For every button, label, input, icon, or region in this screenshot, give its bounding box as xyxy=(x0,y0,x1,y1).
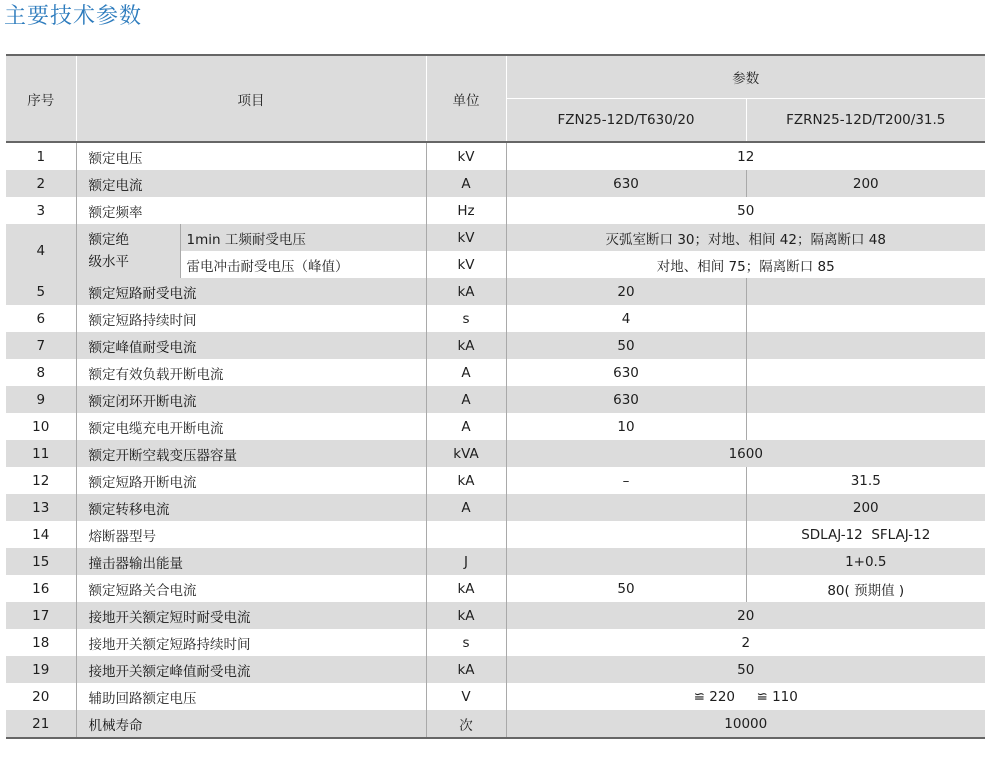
table-row xyxy=(6,683,985,710)
row-item: 接地开关额定峰值耐受电流 xyxy=(76,656,426,683)
row-unit: Hz xyxy=(426,197,506,224)
row-value-2: 80( 预期值 ) xyxy=(746,575,985,602)
row-item: 额定电压 xyxy=(76,142,426,170)
row-item: 额定短路耐受电流 xyxy=(76,278,426,305)
row-unit: kA xyxy=(426,656,506,683)
row-item: 额定短路关合电流 xyxy=(76,575,426,602)
table-row xyxy=(6,305,985,332)
table-row xyxy=(6,386,985,413)
row-value-2 xyxy=(746,278,985,305)
table-row xyxy=(6,629,985,656)
row-value-1: 50 xyxy=(506,332,746,359)
row-value-1 xyxy=(506,494,746,521)
row-item: 辅助回路额定电压 xyxy=(76,683,426,710)
row-value-2 xyxy=(746,359,985,386)
row-value-2: SDLAJ-12 SFLAJ-12 xyxy=(746,521,985,548)
row-item-line-2: 级水平 xyxy=(88,254,129,270)
row-no: 7 xyxy=(6,332,76,359)
row-no: 5 xyxy=(6,278,76,305)
row-value-2: 1+0.5 xyxy=(746,548,985,575)
row-item: 额定短路持续时间 xyxy=(76,305,426,332)
page-title: 主要技术参数 xyxy=(4,4,143,29)
table-row xyxy=(6,413,985,440)
row-value-1: 4 xyxy=(506,305,746,332)
row-value-1: 10 xyxy=(506,413,746,440)
row-value: 2 xyxy=(506,629,985,656)
row-no: 19 xyxy=(6,656,76,683)
row-unit: A xyxy=(426,386,506,413)
row-unit: s xyxy=(426,305,506,332)
row-unit: A xyxy=(426,413,506,440)
table-row xyxy=(6,359,985,386)
table-row xyxy=(6,142,985,170)
row-value: 12 xyxy=(506,142,985,170)
row-unit: kV xyxy=(426,142,506,170)
row-item: 额定闭环开断电流 xyxy=(76,386,426,413)
row-unit: V xyxy=(426,683,506,710)
row-value-1 xyxy=(506,548,746,575)
row-value-2: 200 xyxy=(746,494,985,521)
parameters-table xyxy=(6,54,985,739)
row-value-2: 200 xyxy=(746,170,985,197)
row-value: 20 xyxy=(506,602,985,629)
row-value-1: 630 xyxy=(506,170,746,197)
table-row xyxy=(6,521,985,548)
row-no: 4 xyxy=(6,224,76,278)
row-value: 1600 xyxy=(506,440,985,467)
row-item: 额定电流 xyxy=(76,170,426,197)
row-unit: s xyxy=(426,629,506,656)
row-unit: kA xyxy=(426,278,506,305)
row-item: 额定转移电流 xyxy=(76,494,426,521)
row-value-2 xyxy=(746,305,985,332)
row-value: 50 xyxy=(506,197,985,224)
row-item: 机械寿命 xyxy=(76,710,426,738)
row-value-1: – xyxy=(506,467,746,494)
row-item: 额定短路开断电流 xyxy=(76,467,426,494)
header-model-1: FZN25-12D/T630/20 xyxy=(506,99,746,143)
row-item: 接地开关额定短路持续时间 xyxy=(76,629,426,656)
table-row xyxy=(6,575,985,602)
row-unit: kA xyxy=(426,332,506,359)
row-unit xyxy=(426,521,506,548)
table-row xyxy=(6,602,985,629)
row-no: 14 xyxy=(6,521,76,548)
row-no: 17 xyxy=(6,602,76,629)
row-item: 额定有效负载开断电流 xyxy=(76,359,426,386)
row-subitem: 雷电冲击耐受电压（峰值） xyxy=(180,251,426,278)
row-item xyxy=(76,224,180,278)
row-value-1: 20 xyxy=(506,278,746,305)
row-no: 10 xyxy=(6,413,76,440)
row-value: 10000 xyxy=(506,710,985,738)
row-no: 20 xyxy=(6,683,76,710)
table-row xyxy=(6,656,985,683)
row-value-2: 31.5 xyxy=(746,467,985,494)
row-no: 1 xyxy=(6,142,76,170)
row-value: 灭弧室断口 30；对地、相间 42；隔离断口 48 xyxy=(506,224,985,251)
table-row xyxy=(6,710,985,738)
row-item: 额定开断空载变压器容量 xyxy=(76,440,426,467)
header-model-2: FZRN25-12D/T200/31.5 xyxy=(746,99,985,143)
table-row xyxy=(6,494,985,521)
row-value-2 xyxy=(746,332,985,359)
row-value: 对地、相间 75；隔离断口 85 xyxy=(506,251,985,278)
row-item: 额定峰值耐受电流 xyxy=(76,332,426,359)
row-item: 接地开关额定短时耐受电流 xyxy=(76,602,426,629)
table-row xyxy=(6,467,985,494)
table-row xyxy=(6,440,985,467)
row-no: 15 xyxy=(6,548,76,575)
row-unit: 次 xyxy=(426,710,506,738)
row-value-2 xyxy=(746,386,985,413)
row-no: 21 xyxy=(6,710,76,738)
table-row xyxy=(6,548,985,575)
header-params: 参数 xyxy=(506,55,985,99)
row-item: 额定频率 xyxy=(76,197,426,224)
row-unit: kV xyxy=(426,224,506,251)
table-row xyxy=(6,332,985,359)
header-item: 项目 xyxy=(76,55,426,142)
row-value-1: 630 xyxy=(506,386,746,413)
header-unit: 单位 xyxy=(426,55,506,142)
table-row xyxy=(6,224,985,251)
row-unit: kA xyxy=(426,467,506,494)
row-value-2 xyxy=(746,413,985,440)
row-item: 撞击器输出能量 xyxy=(76,548,426,575)
row-unit: kV xyxy=(426,251,506,278)
row-unit: J xyxy=(426,548,506,575)
row-no: 11 xyxy=(6,440,76,467)
table-row xyxy=(6,170,985,197)
row-no: 9 xyxy=(6,386,76,413)
row-no: 3 xyxy=(6,197,76,224)
row-no: 8 xyxy=(6,359,76,386)
row-item-line-1: 额定绝 xyxy=(88,232,129,248)
row-unit: kVA xyxy=(426,440,506,467)
row-unit: A xyxy=(426,494,506,521)
row-no: 13 xyxy=(6,494,76,521)
row-unit: A xyxy=(426,170,506,197)
row-unit: A xyxy=(426,359,506,386)
row-unit: kA xyxy=(426,575,506,602)
row-no: 16 xyxy=(6,575,76,602)
row-unit: kA xyxy=(426,602,506,629)
row-no: 6 xyxy=(6,305,76,332)
row-no: 12 xyxy=(6,467,76,494)
header-seq: 序号 xyxy=(6,55,76,142)
row-value-1: 50 xyxy=(506,575,746,602)
row-value: 50 xyxy=(506,656,985,683)
table-row xyxy=(6,278,985,305)
row-no: 18 xyxy=(6,629,76,656)
row-item: 额定电缆充电开断电流 xyxy=(76,413,426,440)
row-subitem: 1min 工频耐受电压 xyxy=(180,224,426,251)
row-value-1: 630 xyxy=(506,359,746,386)
row-item: 熔断器型号 xyxy=(76,521,426,548)
row-no: 2 xyxy=(6,170,76,197)
row-value-1 xyxy=(506,521,746,548)
row-value: ≌ 220 ≌ 110 xyxy=(506,683,985,710)
table-row xyxy=(6,197,985,224)
